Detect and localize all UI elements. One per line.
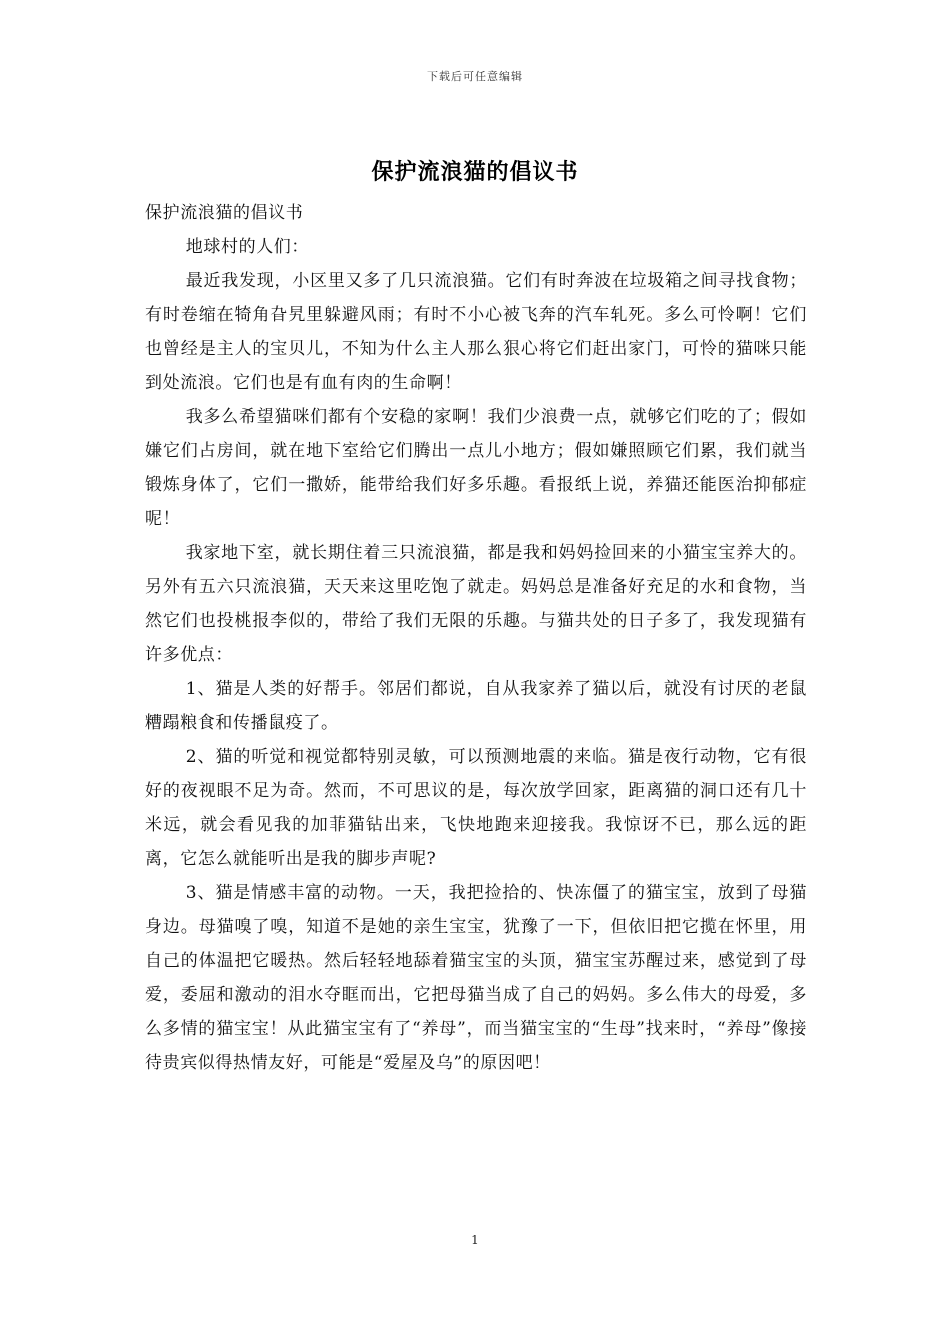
paragraph-5: 2、猫的听觉和视觉都特别灵敏，可以预测地震的来临。猫是夜行动物，它有很好的夜视眼不足为奇。然而，不可思议的是，每次放学回家，距离猫的洞口还有几十米远，就会看见我的加菲猫钻出来，飞快地跑来迎接我。我惊讶不已，那么远的距离，它怎么就能听出是我的脚步声呢? <box>145 747 807 869</box>
paragraph-6: 3、猫是情感丰富的动物。一天，我把捡拾的、快冻僵了的猫宝宝，放到了母猫身边。母猫嗅了嗅，知道不是她的亲生宝宝，犹豫了一下，但依旧把它揽在怀里，用自己的体温把它暖热。然后轻轻地舔着猫宝宝的头顶，猫宝宝苏醒过来，感觉到了母爱，委屈和激动的泪水夺眶而出，它把母猫当成了自己的妈妈。多么伟大的母爱，多么多情的猫宝宝！从此猫宝宝有了“养母”，而当猫宝宝的“生母”找来时，“养母”像接待贵宾似得热情友好，可能是“爱屋及乌”的原因吧！ <box>145 883 807 1073</box>
header-note: 下载后可任意编辑 <box>427 70 523 83</box>
paragraph-3: 我家地下室，就长期住着三只流浪猫，都是我和妈妈捡回来的小猫宝宝养大的。另外有五六只流浪猫，天天来这里吃饱了就走。妈妈总是准备好充足的水和食物，当然它们也投桃报李似的，带给了我们无限的乐趣。与猫共处的日子多了，我发现猫有许多优点： <box>145 543 807 665</box>
paragraph-1: 最近我发现，小区里又多了几只流浪猫。它们有时奔波在垃圾箱之间寻找食物；有时卷缩在犄角旮旯里躲避风雨；有时不小心被飞奔的汽车轧死。多么可怜啊！它们也曾经是主人的宝贝儿，不知为什么主人那么狠心将它们赶出家门，可怜的猫咪只能到处流浪。它们也是有血有肉的生命啊！ <box>145 271 807 393</box>
page-number: 1 <box>471 1233 479 1247</box>
paragraph-4: 1、猫是人类的好帮手。邻居们都说，自从我家养了猫以后，就没有讨厌的老鼠糟蹋粮食和传播鼠疫了。 <box>145 679 807 733</box>
document-title: 保护流浪猫的倡议书 <box>371 159 579 185</box>
paragraph-2: 我多么希望猫咪们都有个安稳的家啊！我们少浪费一点，就够它们吃的了；假如嫌它们占房间，就在地下室给它们腾出一点儿小地方；假如嫌照顾它们累，我们就当锻炼身体了，它们一撒娇，能带给我们好多乐趣。看报纸上说，养猫还能医治抑郁症呢！ <box>145 407 807 529</box>
greeting: 地球村的人们： <box>185 237 309 257</box>
document-body <box>145 196 807 1080</box>
subtitle-line: 保护流浪猫的倡议书 <box>145 203 304 223</box>
